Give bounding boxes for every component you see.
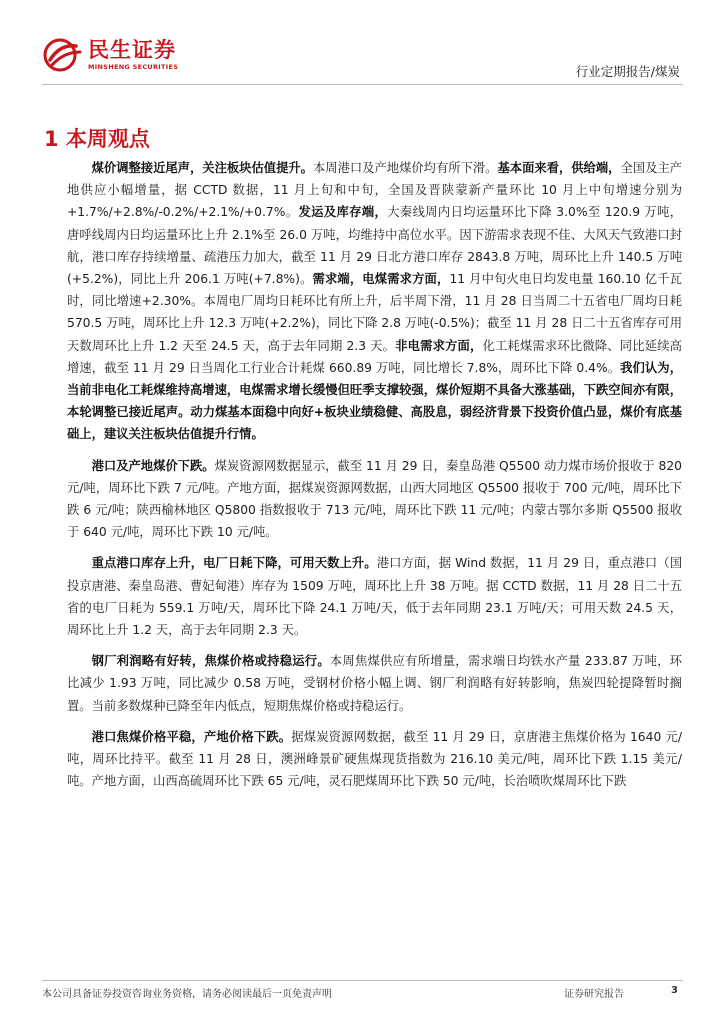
text-run: 大秦线周内日均运量环比下降 3.0%至 120.9 万吨，唐呼线周内日均运量环比上升 2.1%至 26.0 万吨，均维持中高位水平。因下游需求表现不佳、大风天气致港口封航，港口库存持续增量、疏港压力加大，截至 11 月 29 日北方港口库存 2843.8 万吨，周环比上升 140.5 万吨(+5.2%)，同比上升 206.1 万吨(+7.8%)。 — [67, 205, 682, 287]
section-title: 1 本周观点 — [44, 127, 150, 151]
bold-text-run: 非电需求方面， — [395, 338, 483, 353]
report-body — [67, 157, 682, 801]
report-category: 行业定期报告/煤炭 — [575, 64, 680, 79]
bold-text-run: 港口及产地煤价下跌。 — [91, 458, 215, 473]
bold-text-run: 我们认为，当前非电化工耗煤维持高增速，电煤需求增长缓慢但旺季支撑较强，煤价短期不具备大涨基础，下跌空间亦有限，本轮调整已接近尾声。动力煤基本面稳中向好+板块业绩稳健、高股息，弱经济背景下投资价值凸显，煤价有底基础上，建议关注板块估值提升行情。 — [67, 360, 682, 442]
page-header — [0, 0, 724, 90]
minsheng-logo-icon — [42, 38, 82, 72]
bold-text-run: 需求端，电煤需求方面， — [312, 272, 450, 287]
paragraph — [67, 726, 682, 793]
bold-text-run: 港口焦煤价格平稳，产地价格下跌。 — [91, 729, 292, 744]
text-run: 11 月中旬火电日均发电量 160.10 亿千瓦时，同比增速+2.30%。本周电厂周均日耗环比有所上升，后半周下滑，11 月 28 日当周二十五省电厂周均日耗 570.5 万吨，周环比上升 12.3 万吨(+2.2%)，同比下降 2.8 万吨(-0.5%)；截至 11 月 28 日二十五省库存可用天数周环比上升 1.2 天至 24.5 天，高于去年同期 2.3 天。 — [67, 272, 682, 353]
logo-chinese-name: 民生证券 — [88, 38, 176, 62]
paragraph — [67, 552, 682, 641]
text-run: 据煤炭资源网数据，截至 11 月 29 日，京唐港主焦煤价格为 1640 元/吨，周环比持平。截至 11 月 28 日，澳洲峰景矿硬焦煤现货指数为 216.10 美元/吨，周环比下跌 1.15 美元/吨。产地方面，山西高硫周环比下跌 65 元/吨，灵石肥煤周环比下跌 50 元/吨，长治喷吹煤周环比下跌 — [67, 729, 682, 789]
footer-label: 证券研究报告 — [564, 989, 624, 1000]
text-run: 全国及主产地供应小幅增量，据 CCTD 数据，11 月上旬和中旬，全国及晋陕蒙新产量环比 10 月上中旬增速分别为+1.7%/+2.8%/-0.2%/+2.1%/+0.7%。 — [67, 161, 682, 220]
company-logo — [42, 38, 178, 72]
text-run: 化工耗煤需求环比微降、同比延续高增速，截至 11 月 29 日当周化工行业合计耗煤 660.89 万吨，同比增长 7.8%，周环比下降 0.4%。 — [67, 338, 682, 375]
text-run: 港口方面，据 Wind 数据，11 月 29 日，重点港口（国投京唐港、秦皇岛港、曹妃甸港）库存为 1509 万吨，周环比上升 38 万吨。据 CCTD 数据，11 月 28 日二十五省的电厂日耗为 559.1 万吨/天，周环比下降 24.1 万吨/天，低于去年同期 23.1 万吨/天；可用天数 24.5 天，周环比上升 1.2 天，高于去年同期 2.3 天。 — [67, 556, 682, 638]
paragraph — [67, 650, 682, 717]
page-number: 3 — [671, 985, 678, 996]
paragraph — [67, 157, 682, 446]
text-run: 本周港口及产地煤价均有所下滑。 — [312, 161, 498, 175]
footer-disclaimer: 本公司具备证券投资咨询业务资格，请务必阅读最后一页免责声明 — [42, 989, 332, 1000]
bold-text-run: 重点港口库存上升，电厂日耗下降，可用天数上升。 — [91, 556, 377, 571]
bold-text-run: 煤价调整接近尾声，关注板块估值提升。 — [91, 161, 313, 175]
footer-divider — [42, 980, 683, 981]
text-run: 本周焦煤供应有所增量，需求端日均铁水产量 233.87 万吨，环比减少 1.93 万吨，同比减少 0.58 万吨，受钢材价格小幅上调、钢厂利润略有好转影响，焦炭四轮提降暂时搁置。当前多数煤种已降至年内低点，短期焦煤价格或持稳运行。 — [67, 654, 682, 713]
bold-text-run: 发运及库存端， — [298, 205, 388, 220]
logo-english-name: MINSHENG SECURITIES — [88, 63, 179, 71]
text-run: 煤炭资源网数据显示，截至 11 月 29 日，秦皇岛港 Q5500 动力煤市场价报收于 820 元/吨，周环比下跌 7 元/吨。产地方面，据煤炭资源网数据，山西大同地区 Q5500 报收于 700 元/吨，周环比下跌 6 元/吨；陕西榆林地区 Q5800 指数报收于 713 元/吨，周环比下跌 11 元/吨；内蒙古鄂尔多斯 Q5500 报收于 640 元/吨，周环比下跌 10 元/吨。 — [67, 458, 682, 540]
paragraph — [67, 455, 682, 544]
bold-text-run: 钢厂利润略有好转，焦煤价格或持稳运行。 — [91, 654, 330, 669]
header-divider — [42, 84, 683, 85]
bold-text-run: 基本面来看，供给端， — [497, 161, 621, 175]
